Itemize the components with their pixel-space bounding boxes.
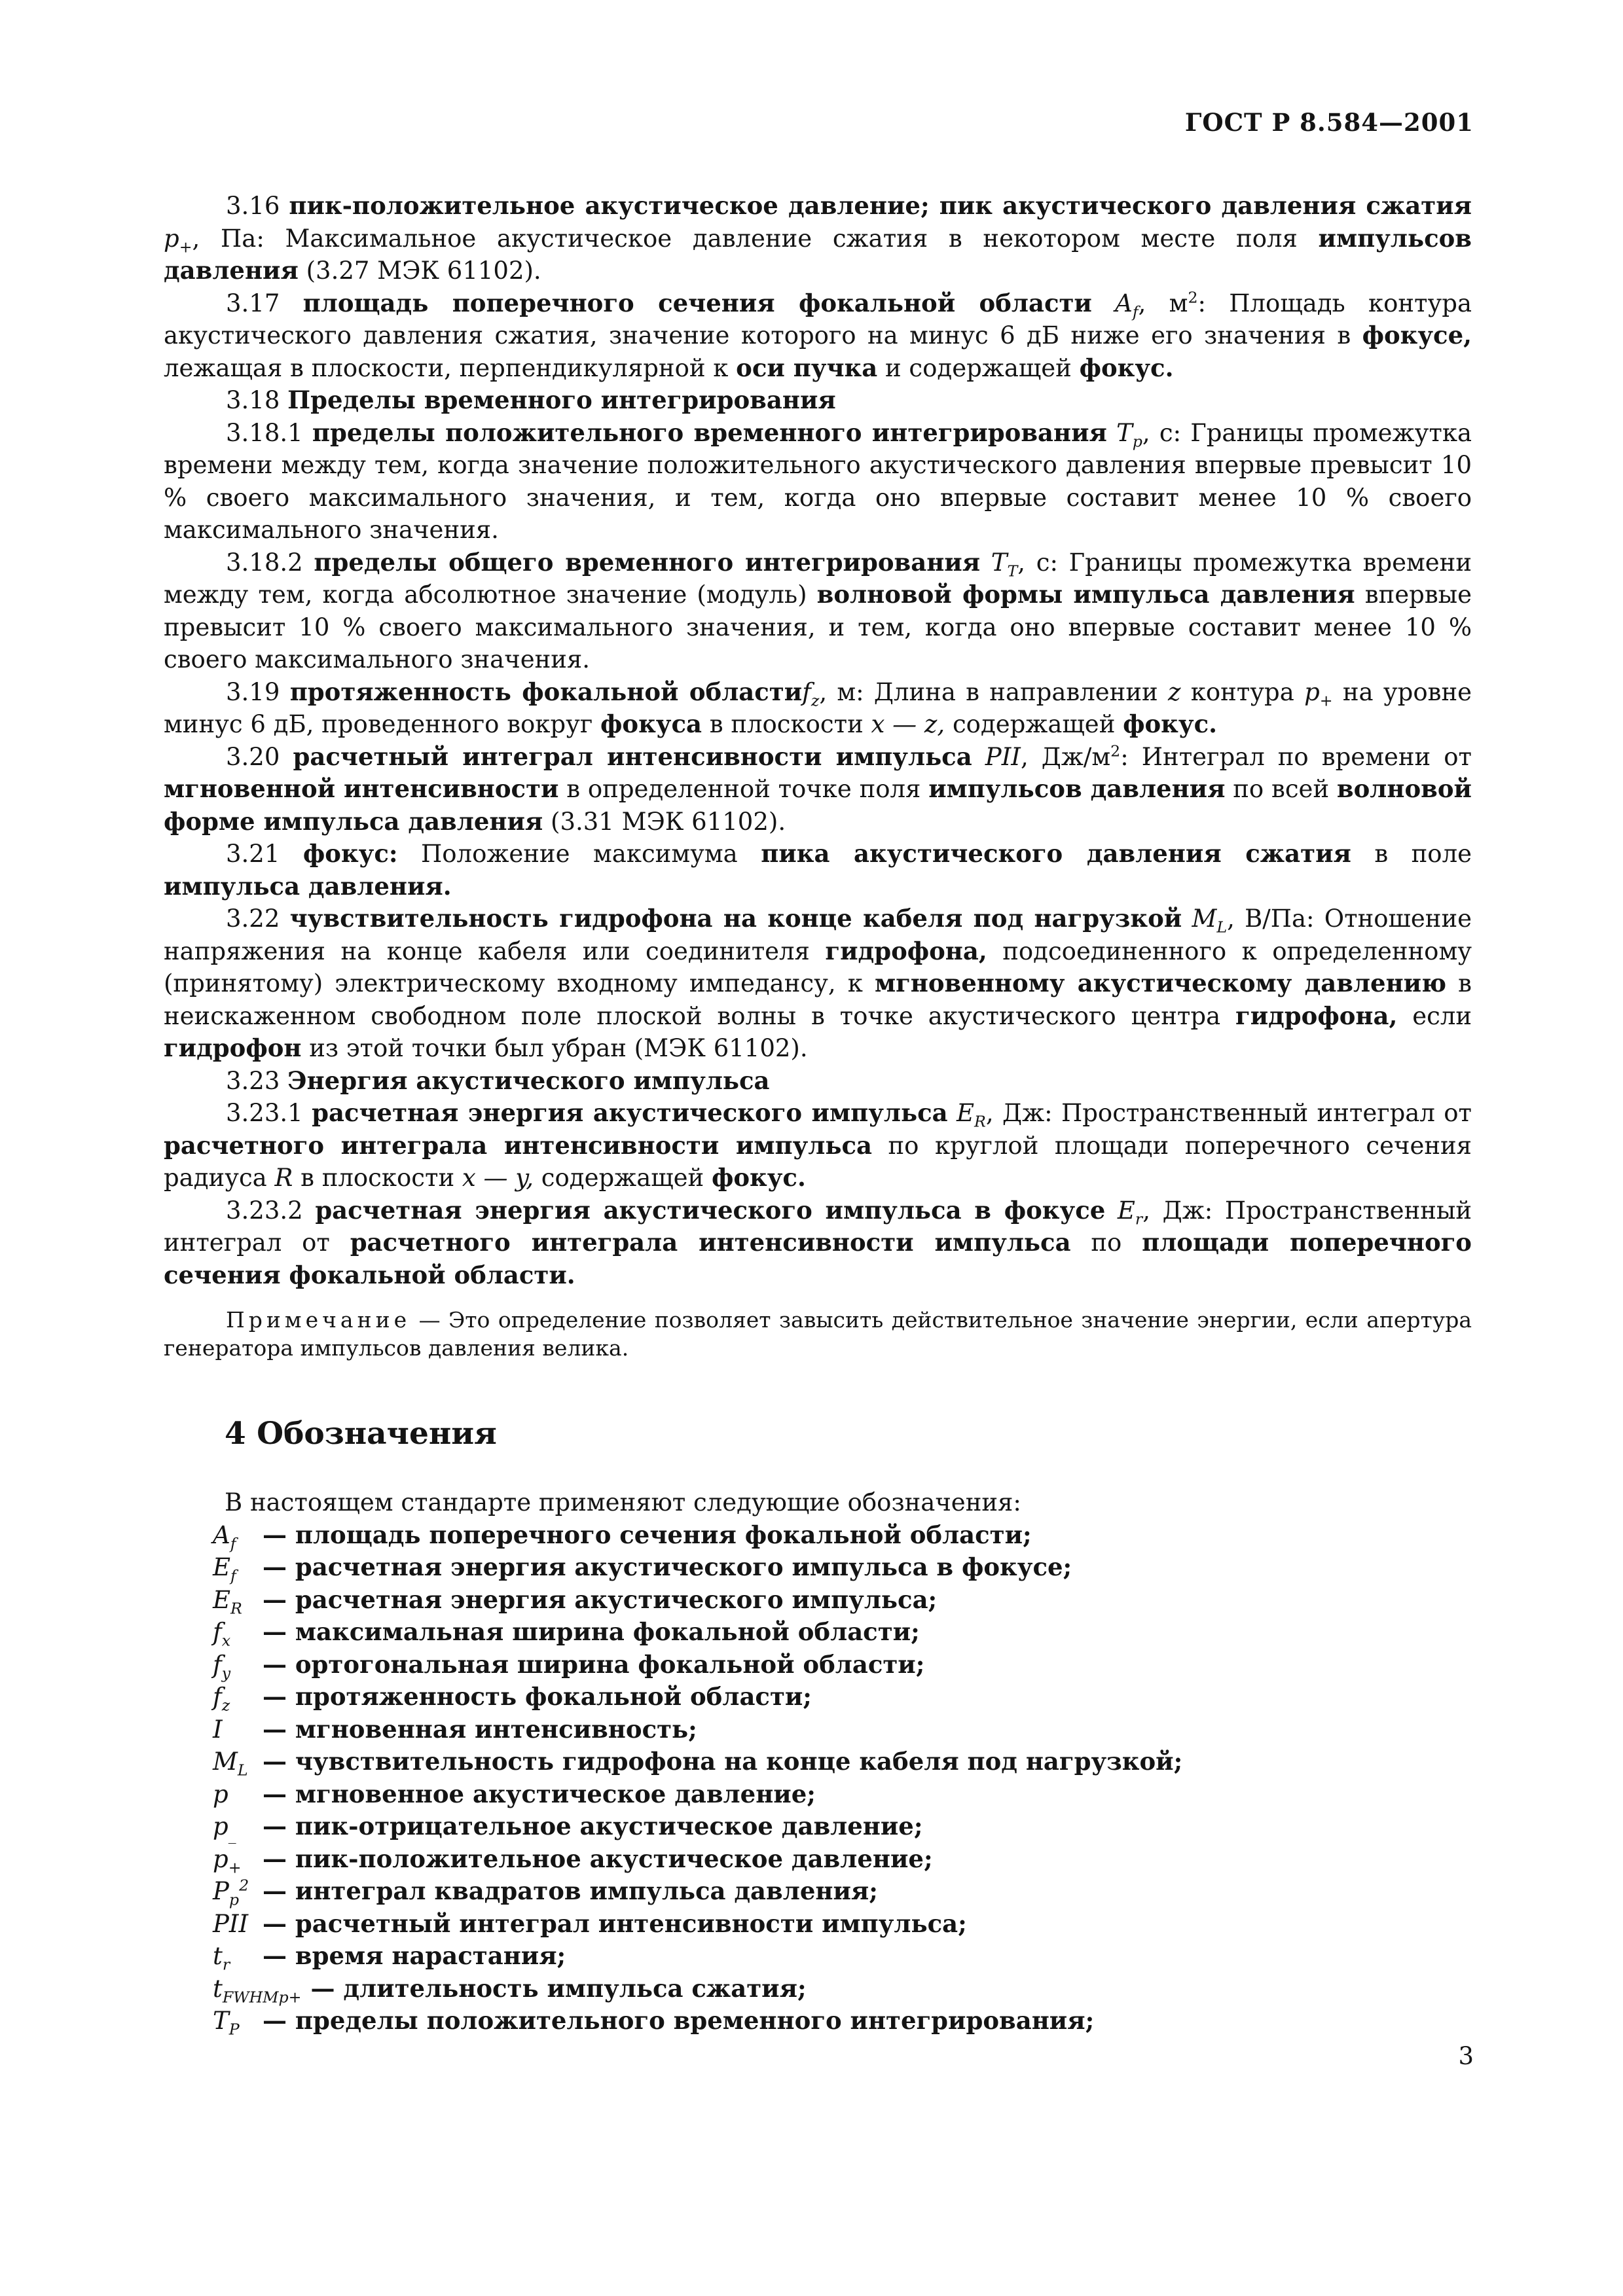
definition-text: из этой точки был убран (МЭК 61102). xyxy=(301,1034,808,1062)
symbol-list-item xyxy=(213,1940,1472,1973)
term-symbol: $E_R$ xyxy=(957,1099,986,1131)
symbol-list-item xyxy=(213,1616,1472,1649)
symbol-letter: f xyxy=(213,1650,222,1679)
symbol-letter: f xyxy=(213,1618,222,1646)
symbol-list-item xyxy=(213,1843,1472,1876)
term-reference: фокус. xyxy=(711,1163,806,1192)
term-symbol: $f_z$ xyxy=(802,677,820,709)
symbol-subscript: R xyxy=(230,1598,242,1617)
definition-3-20 xyxy=(164,741,1472,838)
symbol xyxy=(213,1810,263,1843)
definition-3-18 xyxy=(164,384,1472,417)
symbol xyxy=(213,2005,263,2037)
symbol xyxy=(213,1649,263,1681)
symbol-subscript: y xyxy=(221,1663,231,1682)
term-reference: гидрофона, xyxy=(1235,1001,1398,1030)
symbol-list-item xyxy=(213,1810,1472,1843)
symbol-description: — мгновенное акустическое давление; xyxy=(263,1779,816,1808)
symbol xyxy=(213,1746,263,1778)
symbol-letter: p xyxy=(213,1780,228,1808)
definition-text: содержащей xyxy=(534,1164,712,1192)
radius-variable: R xyxy=(274,1164,293,1192)
symbol-letter: M xyxy=(213,1748,238,1776)
symbol-letter: PII xyxy=(213,1909,249,1938)
term-reference: пика акустического давления сжатия xyxy=(761,839,1351,868)
term-reference: фокус. xyxy=(1079,353,1174,382)
plane-variables: x — z, xyxy=(871,710,945,738)
term-reference: гидрофона, xyxy=(825,936,987,965)
term: расчетная энергия акустического импульса в фокусе xyxy=(315,1195,1106,1225)
term-reference: расчетного интеграла интенсивности импульса xyxy=(164,1130,872,1160)
symbol-list-item xyxy=(213,1713,1472,1746)
term-reference: гидрофон xyxy=(164,1033,302,1062)
symbol-description: — протяженность фокальной области; xyxy=(263,1682,812,1711)
term-reference: фокус. xyxy=(1123,709,1217,738)
symbol-description: — время нарастания; xyxy=(263,1941,566,1970)
symbol-subscript: FWHMp+ xyxy=(222,1987,302,2006)
symbol-description: — максимальная ширина фокальной области; xyxy=(263,1617,920,1646)
definition-text: , м: Длина в направлении xyxy=(819,677,1168,706)
symbol-description: — площадь поперечного сечения фокальной области; xyxy=(263,1520,1032,1549)
symbol-list-item xyxy=(213,1778,1472,1811)
symbol xyxy=(213,1940,263,1973)
term: фокус: xyxy=(302,839,398,868)
clause-number: 3.16 xyxy=(226,192,280,220)
definition-text: в поле xyxy=(1351,840,1472,868)
definition-text: , Па: Максимальное акустическое давление сжатия в некотором месте поля xyxy=(192,224,1319,253)
symbol-list-item xyxy=(213,1519,1472,1552)
definition-text: впервые превысит 10 % своего максимального значения, и тем, когда оно впервые составит менее 10 % своего максимального значения. xyxy=(164,581,1472,673)
pressure-symbol: $p_+$ xyxy=(1304,677,1333,709)
symbol-description: — пик-положительное акустическое давление; xyxy=(263,1844,933,1873)
axis-variable: z xyxy=(1167,677,1181,706)
symbol-list-item xyxy=(213,1584,1472,1617)
symbol-subscript: f xyxy=(230,1534,236,1552)
clause-number: 3.22 xyxy=(226,905,280,933)
symbol-letter: t xyxy=(213,1942,223,1970)
term-reference: площади поперечного сечения фокальной области. xyxy=(164,1228,1472,1289)
symbol-list-item xyxy=(213,1746,1472,1778)
symbol xyxy=(213,1584,263,1617)
symbol-subscript: L xyxy=(237,1761,248,1780)
symbol-list-item xyxy=(213,1973,1472,2005)
definition-text: , м xyxy=(1138,289,1188,317)
symbol-superscript: 2 xyxy=(239,1876,249,1895)
definition-text: , Дж/м xyxy=(1020,742,1111,771)
definition-text: : Интеграл по времени от xyxy=(1120,742,1472,771)
definition-3-17 xyxy=(164,287,1472,385)
definition-text: по круглой площади поперечного сечения радиуса xyxy=(164,1131,1472,1192)
symbol-list-item xyxy=(213,2005,1472,2037)
standard-code-header: ГОСТ Р 8.584—2001 xyxy=(1184,108,1474,137)
definition-3-19 xyxy=(164,676,1472,741)
symbol-list xyxy=(213,1519,1472,2037)
symbol-letter: p xyxy=(213,1844,228,1873)
term: протяженность фокальной области xyxy=(289,677,803,706)
definition-text: в неискаженном свободном поле плоской волны в точке акустического центра xyxy=(164,969,1472,1030)
definition-text: (3.31 МЭК 61102). xyxy=(543,807,786,836)
term-symbol: $A_f$ xyxy=(1115,289,1139,321)
term: расчетная энергия акустического импульса xyxy=(312,1098,948,1127)
symbol-letter: f xyxy=(213,1683,222,1711)
definition-text: , Дж: Пространственный интеграл от xyxy=(985,1099,1472,1127)
definition-text: лежащая в плоскости, перпендикулярной к xyxy=(164,353,737,382)
term-reference: расчетного интеграла интенсивности импульса xyxy=(350,1228,1071,1257)
definition-text: : Площадь контура акустического давления сжатия, значение которого на минус 6 дБ ниже его значения в xyxy=(164,289,1472,350)
definition-text: (3.27 МЭК 61102). xyxy=(298,257,541,285)
symbol-list-item xyxy=(213,1908,1472,1941)
definition-text: в плоскости xyxy=(702,710,871,738)
note-paragraph xyxy=(164,1306,1472,1362)
symbol-description: — ортогональная ширина фокальной области; xyxy=(263,1649,925,1679)
term-symbol: $E_r$ xyxy=(1117,1196,1143,1228)
definition-text: на уровне минус 6 дБ, проведенного вокруг xyxy=(164,677,1472,738)
symbol-letter: I xyxy=(213,1715,223,1744)
note-label: Примечание xyxy=(226,1307,411,1333)
clause-number: 3.18.1 xyxy=(226,418,303,447)
term-reference: оси пучка xyxy=(736,353,878,382)
symbol-list-item xyxy=(213,1875,1472,1908)
definition-text: содержащей xyxy=(945,710,1123,738)
symbol-description: — пик-отрицательное акустическое давление; xyxy=(263,1812,923,1840)
term: пределы общего временного интегрирования xyxy=(314,547,981,577)
term: пределы положительного временного интегрирования xyxy=(312,418,1107,447)
symbol-description: — пределы положительного временного интегрирования; xyxy=(263,2006,1095,2035)
term-reference: импульсов давления xyxy=(164,223,1472,285)
unit-superscript: 2 xyxy=(1188,288,1198,307)
term-reference: мгновенному акустическому давлению xyxy=(874,969,1447,997)
term-reference: фокуса xyxy=(600,709,702,738)
definition-3-23-1 xyxy=(164,1097,1472,1194)
definition-3-18-2 xyxy=(164,547,1472,676)
symbol-subscript: r xyxy=(222,1955,230,1974)
definition-3-21 xyxy=(164,838,1472,903)
symbol xyxy=(213,1973,311,2005)
definition-3-18-1 xyxy=(164,417,1472,547)
symbol-description: — расчетная энергия акустического импульса; xyxy=(263,1585,938,1614)
symbol xyxy=(213,1551,263,1584)
symbol-letter: p xyxy=(213,1812,228,1840)
definition-text: , с: Границы промежутка времени между тем, когда абсолютное значение (модуль) xyxy=(164,548,1472,609)
definition-text: и содержащей xyxy=(877,353,1080,382)
symbol xyxy=(213,1681,263,1713)
symbol-letter: E xyxy=(213,1553,231,1581)
symbol-description: — интеграл квадратов импульса давления; xyxy=(263,1876,878,1905)
unit-superscript: 2 xyxy=(1110,742,1121,761)
definition-text: в плоскости xyxy=(293,1164,462,1192)
symbol-subscript: z xyxy=(221,1696,230,1715)
symbol-description: — длительность импульса сжатия; xyxy=(310,1973,807,2003)
term: чувствительность гидрофона на конце кабеля под нагрузкой xyxy=(289,904,1182,933)
clause-number: 3.23.2 xyxy=(226,1196,303,1225)
term-symbol: $M_L$ xyxy=(1192,905,1228,937)
symbol-list-item xyxy=(213,1649,1472,1681)
term-symbol: $T_p$ xyxy=(1116,418,1142,450)
symbol xyxy=(213,1875,263,1908)
symbol-description: — расчетная энергия акустического импульса в фокусе; xyxy=(263,1552,1072,1581)
symbol-subscript: f xyxy=(230,1566,236,1585)
term-symbol: $p_+$ xyxy=(164,224,192,256)
term-reference: импульса давления. xyxy=(164,871,452,901)
symbol-letter: T xyxy=(213,2007,229,2035)
definition-text: если xyxy=(1397,1001,1472,1030)
clause-number: 3.20 xyxy=(226,742,280,771)
section-intro: В настоящем стандарте применяют следующие обозначения: xyxy=(225,1488,1021,1516)
symbol-subscript: p xyxy=(228,1890,240,1909)
symbol xyxy=(213,1843,263,1876)
symbol-subscript: x xyxy=(221,1631,231,1650)
definition-text: контура xyxy=(1180,677,1305,706)
section-heading: 4 Обозначения xyxy=(225,1416,497,1452)
definition-text: по xyxy=(1070,1229,1142,1257)
term: площадь поперечного сечения фокальной области xyxy=(302,288,1092,317)
definition-text: , В/Па: Отношение напряжения на конце кабеля или соединителя xyxy=(164,905,1472,965)
clause-number: 3.18.2 xyxy=(226,548,303,577)
term: Энергия акустического импульса xyxy=(287,1066,770,1095)
symbol-subscript: _ xyxy=(228,1825,236,1844)
term: расчетный интеграл интенсивности импульса xyxy=(293,742,972,771)
clause-number: 3.19 xyxy=(226,677,280,706)
symbol-description: — чувствительность гидрофона на конце кабеля под нагрузкой; xyxy=(263,1747,1183,1776)
symbol xyxy=(213,1778,263,1811)
symbol-list-item xyxy=(213,1551,1472,1584)
symbol xyxy=(213,1519,263,1552)
symbol xyxy=(213,1713,263,1746)
symbol-subscript: P xyxy=(228,2020,240,2039)
definition-text: в определенной точке поля xyxy=(558,775,929,803)
definition-text: Положение максимума xyxy=(397,840,761,868)
term-symbol: $T_T$ xyxy=(991,548,1018,580)
term-symbol: PII xyxy=(985,742,1021,771)
definition-3-16 xyxy=(164,190,1472,287)
plane-variables: x — y, xyxy=(462,1164,534,1192)
note-text: — Это определение позволяет завысить действительное значение энергии, если апертура генератора импульсов давления велика. xyxy=(164,1307,1472,1361)
definition-text: , Дж: Пространственный интеграл от xyxy=(164,1196,1472,1257)
definition-3-23 xyxy=(164,1065,1472,1098)
term-reference: фокусе, xyxy=(1362,321,1472,350)
symbol-letter: E xyxy=(213,1585,231,1614)
term: пик-положительное акустическое давление; пик акустического давления сжатия xyxy=(289,191,1472,220)
definition-text: , с: Границы промежутка времени между тем, когда значение положительного акустического давления впервые превысит 10 % своего максимального значения, и тем, когда оно впервые составит менее 10 % своего максимального значения. xyxy=(164,418,1472,544)
clause-number: 3.23.1 xyxy=(226,1099,303,1127)
symbol-letter: P xyxy=(213,1877,229,1905)
definition-text: по всей xyxy=(1225,775,1337,803)
term-reference: импульсов давления xyxy=(928,774,1226,803)
symbol-letter: t xyxy=(213,1974,223,2003)
page-number: 3 xyxy=(1458,2042,1474,2070)
term-reference: мгновенной интенсивности xyxy=(164,774,559,803)
symbol-list-item xyxy=(213,1681,1472,1713)
clause-number: 3.17 xyxy=(226,289,280,317)
term-reference: волновой форме импульса давления xyxy=(164,774,1472,836)
clause-number: 3.21 xyxy=(226,840,280,868)
term-reference: волновой формы импульса давления xyxy=(816,580,1355,609)
definition-text: подсоединенного к определенному (принятому) электрическому входному импедансу, к xyxy=(164,937,1472,997)
symbol-subscript: + xyxy=(228,1857,242,1876)
document-body xyxy=(164,190,1472,2037)
symbol-letter: A xyxy=(213,1520,230,1549)
clause-number: 3.18 xyxy=(226,386,280,414)
clause-number: 3.23 xyxy=(226,1066,280,1095)
definition-3-23-2 xyxy=(164,1194,1472,1292)
symbol-description: — расчетный интеграл интенсивности импульса; xyxy=(263,1909,967,1938)
symbol xyxy=(213,1908,263,1941)
definition-3-22 xyxy=(164,903,1472,1065)
symbol-description: — мгновенная интенсивность; xyxy=(263,1714,697,1744)
symbol xyxy=(213,1616,263,1649)
term: Пределы временного интегрирования xyxy=(287,386,836,414)
